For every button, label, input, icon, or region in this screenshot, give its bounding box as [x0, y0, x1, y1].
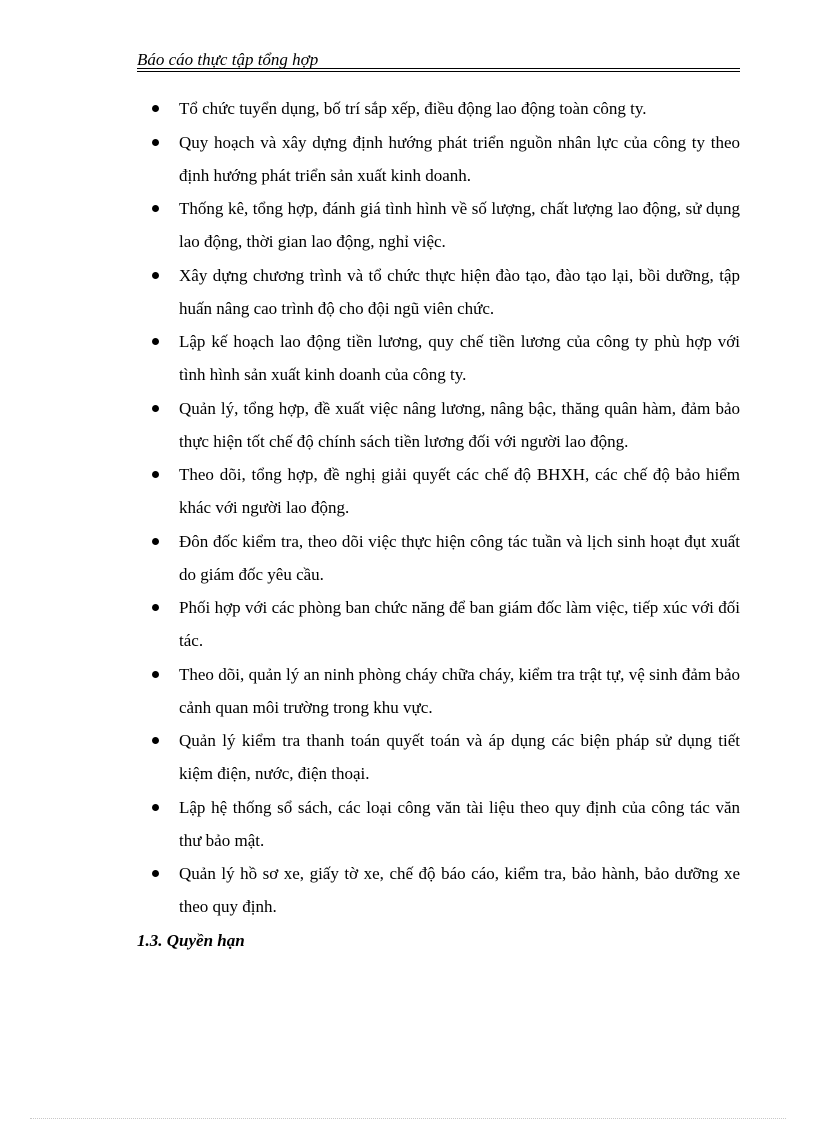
list-item-text: Xây dựng chương trình và tổ chức thực hiện đào tạo, đào tạo lại, bồi dưỡng, tập huấn nâng cao trình độ cho đội ngũ viên chức.	[179, 265, 740, 318]
bullet-icon	[152, 139, 159, 146]
list-item-text: Lập kế hoạch lao động tiền lương, quy chế tiền lương của công ty phù hợp với tình hình sản xuất kinh doanh của công ty.	[179, 332, 740, 384]
list-item-text: Theo dõi, tổng hợp, đề nghị giải quyết các chế độ BHXH, các chế độ bảo hiểm khác với người lao động.	[179, 465, 740, 517]
list-item	[137, 857, 740, 923]
bullet-icon	[152, 804, 159, 811]
bullet-icon	[152, 205, 159, 212]
list-item	[137, 325, 740, 391]
list-item	[137, 126, 740, 192]
list-item	[137, 791, 740, 857]
header-rule-secondary	[137, 71, 740, 72]
bullet-icon	[152, 471, 159, 478]
list-item-text: Thống kê, tổng hợp, đánh giá tình hình về số lượng, chất lượng lao động, sử dụng lao động, thời gian lao động, nghỉ việc.	[179, 199, 740, 251]
list-item	[137, 392, 740, 458]
page-content	[137, 92, 740, 957]
header-rule	[137, 68, 740, 69]
page-bottom-border	[30, 1118, 786, 1119]
list-item-text: Tổ chức tuyển dụng, bố trí sắp xếp, điều động lao động toàn công ty.	[179, 99, 647, 118]
duty-list	[137, 92, 740, 923]
list-item	[137, 591, 740, 657]
list-item	[137, 259, 740, 325]
bullet-icon	[152, 272, 159, 279]
list-item	[137, 658, 740, 724]
list-item-text: Phối hợp với các phòng ban chức năng để ban giám đốc làm việc, tiếp xúc với đối tác.	[179, 598, 740, 650]
bullet-icon	[152, 338, 159, 345]
list-item-text: Quy hoạch và xây dựng định hướng phát triển nguồn nhân lực của công ty theo định hướng phát triển sản xuất kinh doanh.	[179, 132, 740, 185]
list-item-text: Quản lý, tổng hợp, đề xuất việc nâng lương, nâng bậc, thăng quân hàm, đảm bảo thực hiện tốt chế độ chính sách tiền lương đối với người lao động.	[179, 398, 740, 451]
list-item	[137, 525, 740, 591]
list-item	[137, 724, 740, 790]
list-item-text: Quản lý kiểm tra thanh toán quyết toán và áp dụng các biện pháp sử dụng tiết kiệm điện, nước, điện thoại.	[179, 731, 740, 783]
bullet-icon	[152, 105, 159, 112]
bullet-icon	[152, 538, 159, 545]
section-heading: 1.3. Quyền hạn	[137, 930, 245, 950]
header-title: Báo cáo thực tập tổng hợp	[137, 50, 319, 69]
list-item-text: Đôn đốc kiểm tra, theo dõi việc thực hiện công tác tuần và lịch sinh hoạt đụt xuất do giám đốc yêu cầu.	[179, 531, 740, 584]
list-item-text: Lập hệ thống sổ sách, các loại công văn tài liệu theo quy định của công tác văn thư bảo mật.	[179, 797, 740, 850]
bullet-icon	[152, 671, 159, 678]
list-item-text: Quản lý hồ sơ xe, giấy tờ xe, chế độ báo cáo, kiểm tra, bảo hành, bảo dưỡng xe theo quy định.	[179, 864, 740, 916]
list-item	[137, 92, 740, 125]
bullet-icon	[152, 604, 159, 611]
list-item-text: Theo dõi, quản lý an ninh phòng cháy chữa cháy, kiểm tra trật tự, vệ sinh đảm bảo cảnh quan môi trường trong khu vực.	[179, 664, 740, 717]
running-header	[137, 50, 740, 74]
bullet-icon	[152, 405, 159, 412]
list-item	[137, 458, 740, 524]
bullet-icon	[152, 870, 159, 877]
bullet-icon	[152, 737, 159, 744]
list-item	[137, 192, 740, 258]
